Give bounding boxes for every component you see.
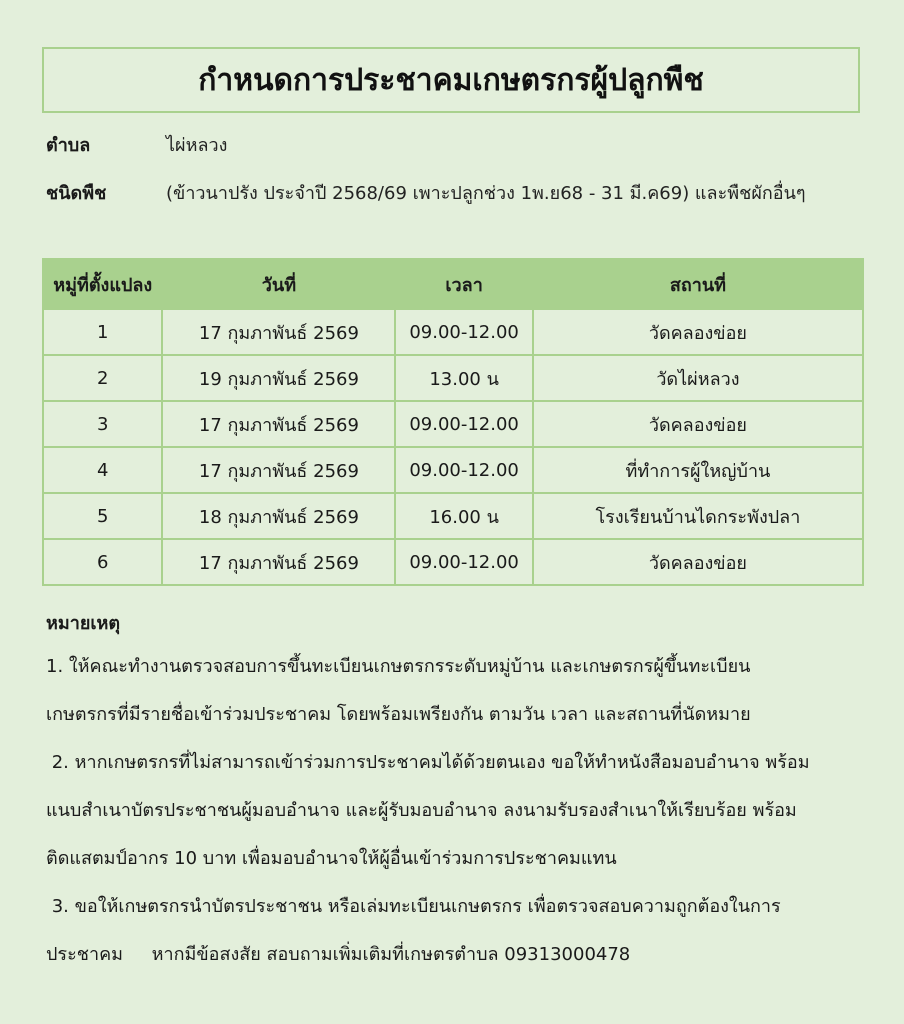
cell-group: 4 bbox=[43, 447, 162, 493]
schedule-table bbox=[42, 258, 864, 586]
cell-group: 6 bbox=[43, 539, 162, 585]
cell-date: 17 กุมภาพันธ์ 2569 bbox=[162, 447, 395, 493]
table-row bbox=[43, 539, 863, 585]
table-row bbox=[43, 401, 863, 447]
note-line: เกษตรกรที่มีรายชื่อเข้าร่วมประชาคม โดยพร้อมเพรียงกัน ตามวัน เวลา และสถานที่นัดหมาย bbox=[46, 704, 751, 725]
note-line: ประชาคม หากมีข้อสงสัย สอบถามเพิ่มเติมที่เกษตรตำบล 09313000478 bbox=[46, 944, 631, 965]
crop-label: ชนิดพืช bbox=[46, 183, 107, 204]
cell-time: 13.00 น bbox=[395, 355, 532, 401]
subdistrict-label: ตำบล bbox=[46, 135, 91, 156]
subdistrict-row bbox=[46, 130, 227, 159]
notes-title: หมายเหตุ bbox=[46, 613, 121, 634]
table-row bbox=[43, 355, 863, 401]
note-line: 2. หากเกษตรกรที่ไม่สามารถเข้าร่วมการประชาคมได้ด้วยตนเอง ขอให้ทำหนังสือมอบอำนาจ พร้อม bbox=[46, 752, 810, 773]
header-date: วันที่ bbox=[162, 259, 395, 309]
cell-time: 09.00-12.00 bbox=[395, 401, 532, 447]
cell-time: 09.00-12.00 bbox=[395, 309, 532, 355]
note-line: ติดแสตมป์อากร 10 บาท เพื่อมอบอำนาจให้ผู้อื่นเข้าร่วมการประชาคมแทน bbox=[46, 848, 617, 869]
cell-time: 09.00-12.00 bbox=[395, 447, 532, 493]
cell-date: 17 กุมภาพันธ์ 2569 bbox=[162, 401, 395, 447]
title-box bbox=[42, 47, 860, 113]
cell-place: วัดไผ่หลวง bbox=[533, 355, 863, 401]
cell-group: 3 bbox=[43, 401, 162, 447]
note-line: แนบสำเนาบัตรประชาชนผู้มอบอำนาจ และผู้รับมอบอำนาจ ลงนามรับรองสำเนาให้เรียบร้อย พร้อม bbox=[46, 800, 797, 821]
cell-group: 5 bbox=[43, 493, 162, 539]
cell-time: 16.00 น bbox=[395, 493, 532, 539]
table-header-row bbox=[43, 259, 863, 309]
cell-place: โรงเรียนบ้านไดกระพังปลา bbox=[533, 493, 863, 539]
cell-date: 17 กุมภาพันธ์ 2569 bbox=[162, 539, 395, 585]
header-place: สถานที่ bbox=[533, 259, 863, 309]
cell-group: 2 bbox=[43, 355, 162, 401]
table-row bbox=[43, 447, 863, 493]
notes-section bbox=[46, 608, 866, 987]
header-group: หมู่ที่ตั้งแปลง bbox=[43, 259, 162, 309]
cell-place: วัดคลองข่อย bbox=[533, 309, 863, 355]
crop-row bbox=[46, 178, 806, 207]
cell-place: วัดคลองข่อย bbox=[533, 401, 863, 447]
page-title: กำหนดการประชาคมเกษตรกรผู้ปลูกพืช bbox=[198, 62, 704, 98]
cell-group: 1 bbox=[43, 309, 162, 355]
cell-date: 17 กุมภาพันธ์ 2569 bbox=[162, 309, 395, 355]
note-line: 3. ขอให้เกษตรกรนำบัตรประชาชน หรือเล่มทะเบียนเกษตรกร เพื่อตรวจสอบความถูกต้องในการ bbox=[46, 896, 781, 917]
cell-date: 18 กุมภาพันธ์ 2569 bbox=[162, 493, 395, 539]
subdistrict-value: ไผ่หลวง bbox=[166, 135, 228, 156]
cell-place: วัดคลองข่อย bbox=[533, 539, 863, 585]
header-time: เวลา bbox=[395, 259, 532, 309]
crop-value: (ข้าวนาปรัง ประจำปี 2568/69 เพาะปลูกช่วง 1พ.ย68 - 31 มี.ค69) และพืชผักอื่นๆ bbox=[166, 183, 806, 204]
cell-place: ที่ทำการผู้ใหญ่บ้าน bbox=[533, 447, 863, 493]
cell-date: 19 กุมภาพันธ์ 2569 bbox=[162, 355, 395, 401]
note-line: 1. ให้คณะทำงานตรวจสอบการขึ้นทะเบียนเกษตรกรระดับหมู่บ้าน และเกษตรกรผู้ขึ้นทะเบียน bbox=[46, 656, 751, 677]
cell-time: 09.00-12.00 bbox=[395, 539, 532, 585]
table-row bbox=[43, 309, 863, 355]
table-row bbox=[43, 493, 863, 539]
